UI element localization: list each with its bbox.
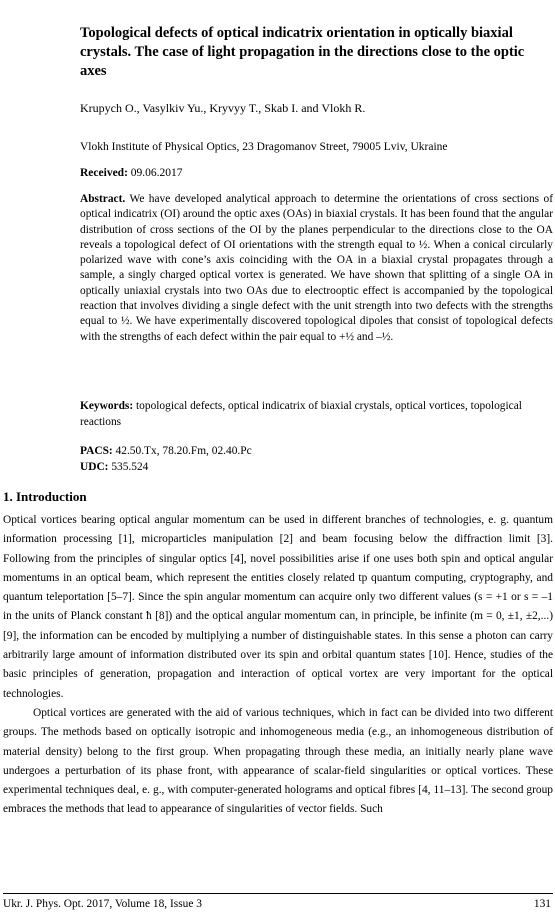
footer-journal: Ukr. J. Phys. Opt. 2017, Volume 18, Issue 3 — [3, 898, 202, 910]
paragraph: Optical vortices are generated with the aid of various techniques, which in fact can be divided into two different groups. The methods based on optically isotropic and inhomogeneous media (e.g., an inhomogeneous distribution of material density) belong to the first group. When propagating through these media, an initially nearly plane wave undergoes a perturbation of its phase front, with appearance of scalar-field singularities or optical vortices. These experimental techniques deal, e. g., with computer-generated holograms and optical fibres [4, 11–13]. The second group embraces the methods that lead to appearance of singularities of vector fields. Such — [3, 706, 553, 816]
received-line — [80, 166, 540, 181]
abstract-label: Abstract. — [80, 193, 126, 205]
keywords — [80, 399, 540, 430]
footer-divider — [3, 893, 553, 894]
abstract-text: We have developed analytical approach to determine the orientations of cross sections of optical indicatrix (OI) around the optic axes (OAs) in biaxial crystals. It has been found that the angular distribution of cross sections of the OI by the planes perpendicular to the directions close to the OA reveals a topological defect of OI orientations with the strength equal to ½. When a conical circularly polarized wave with cone’s axis coinciding with the OA in a biaxial crystal propagates through a sample, a singly charged optical vortex is generated. We have shown that splitting of a single OA in optically uniaxial crystals into two OAs due to electrooptic effect is accompanied by the topological reaction that involves dividing a single defect with the unit strength into two defects with the strengths equal to ½. We have experimentally discovered topological dipoles that consist of topological defects with the strengths of each defect within the pair equal to +½ and –½. — [80, 193, 553, 343]
section-heading: 1. Introduction — [3, 489, 87, 504]
received-date: 09.06.2017 — [130, 167, 183, 179]
udc-label: UDC: — [80, 460, 109, 473]
pacs-line — [80, 444, 540, 460]
author-list: Krupych O., Vasylkiv Yu., Kryvyy T., Skab I. and Vlokh R. — [80, 101, 366, 115]
classification-codes — [80, 444, 540, 475]
received-label: Received: — [80, 167, 128, 179]
page-number: 131 — [533, 898, 551, 910]
abstract — [80, 192, 553, 345]
body-text — [3, 511, 553, 820]
paper-title: Topological defects of optical indicatrix orientation in optically biaxial crystals. The case of light propagation in the directions close to the optic axes — [80, 25, 525, 79]
pacs-codes: 42.50.Tx, 78.20.Fm, 02.40.Pc — [115, 445, 252, 457]
keywords-label: Keywords: — [80, 400, 134, 412]
affiliation: Vlokh Institute of Physical Optics, 23 Dragomanov Street, 79005 Lviv, Ukraine — [80, 141, 448, 153]
udc-code: 535.524 — [111, 460, 149, 473]
pacs-label: PACS: — [80, 445, 113, 457]
paragraph: Optical vortices bearing optical angular momentum can be used in different branches of technologies, e. g. quantum information processing [1], microparticles manipulation [2] and beam focusing below the diffraction limit [3]. Following from the principles of singular optics [4], novel possibilities arise if one uses both spin and optical angular momentums in an optical beam, which represent the entities closely related tp quantum computing, cryptography, and quantum teleportation [5–7]. Since the spin angular momentum can acquire only two different values (s = +1 or s = –1 in the units of Planck constant ħ [8]) and the optical angular momentum can, in principle, be infinite (m = 0, ±1, ±2,...) [9], the information can be encoded by multiplying a number of distinguishable states. In this sense a photon can carry arbitrarily large amount of information distributed over its spin and orbital quantum states [10]. Hence, studies of the basic principles of generation, propagation and interaction of optical vortex are very important for the optical technologies. — [3, 514, 553, 700]
udc-line — [80, 460, 540, 476]
keywords-text: topological defects, optical indicatrix of biaxial crystals, optical vortices, topological reactions — [80, 400, 522, 428]
